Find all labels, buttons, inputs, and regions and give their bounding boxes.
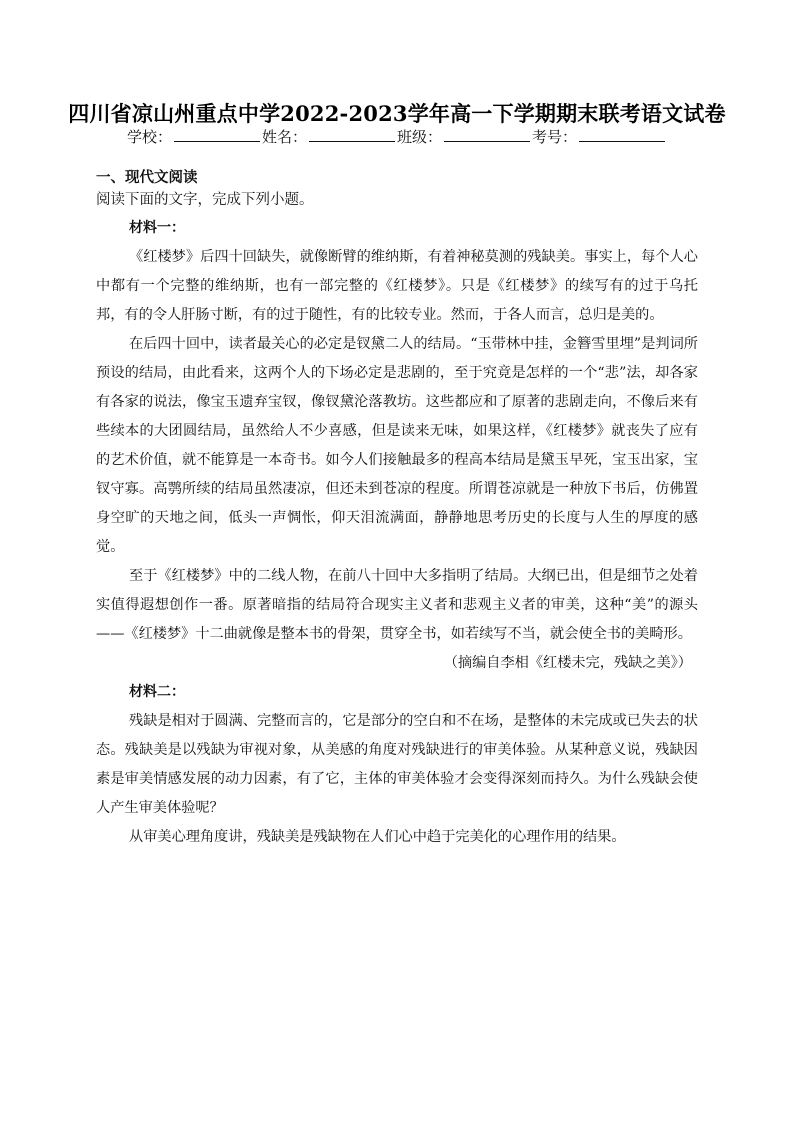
material-two-paragraph-2: 从审美心理角度讲，残缺美是残缺物在人们心中趋于完美化的心理作用的结果。	[129, 829, 626, 845]
name-blank	[309, 127, 395, 142]
section-heading: 一、现代文阅读	[96, 170, 198, 186]
school-blank	[174, 127, 260, 142]
material-one-paragraph-3: 至于《红楼梦》中的二线人物，在前八十回中大多指明了结局。大纲已出，但是细节之处着实值得遐想创作一番。原著暗指的结局符合现实主义者和悲观主义者的审美，这种“美”的源头——《红楼梦》十二曲就像是整本书的骨架，贯穿全书，如若续写不当，就会使全书的美畸形。	[96, 568, 698, 642]
reading-passage	[96, 214, 698, 852]
class-label: 班级：	[397, 128, 443, 146]
material-one-paragraph-2: 在后四十回中，读者最关心的必定是钗黛二人的结局。“玉带林中挂，金簪雪里埋”是判词所预设的结局，由此看来，这两个人的下场必定是悲剧的，至于究竟是怎样的一个“悲”法，却各家有各家的说法，像宝玉遗弃宝钗，像钗黛沦落教坊。这些都应和了原著的悲剧走向，不像后来有些续本的大团圆结局，虽然给人不少喜感，但是读来无味，如果这样，《红楼梦》就丧失了应有的艺术价值，就不能算是一本奇书。如今人们接触最多的程高本结局是黛玉早死，宝玉出家，宝钗守寡。高鹗所续的结局虽然凄凉，但还未到苍凉的程度。所谓苍凉就是一种放下书后，仿佛置身空旷的天地之间，低头一声惆怅，仰天泪流满面，静静地思考历史的长度与人生的厚度的感觉。	[96, 336, 698, 555]
school-label: 学校：	[126, 128, 172, 146]
material-two-paragraph-1: 残缺是相对于圆满、完整而言的，它是部分的空白和不在场，是整体的未完成或已失去的状态。残缺美是以残缺为审视对象，从美感的角度对残缺进行的审美体验。从某种意义说，残缺因素是审美情感发展的动力因素，有了它，主体的审美体验才会变得深刻而持久。为什么残缺会使人产生审美体验呢？	[96, 713, 698, 816]
material-two-title: 材料二：	[129, 684, 185, 700]
exam-number-label: 考号：	[532, 128, 578, 146]
material-one-paragraph-1: 《红楼梦》后四十回缺失，就像断臂的维纳斯，有着神秘莫测的残缺美。事实上，每个人心中都有一个完整的维纳斯，也有一部完整的《红楼梦》。只是《红楼梦》的续写有的过于乌托邦，有的令人肝肠寸断，有的过于随性，有的比较专业。然而，于各人而言，总归是美的。	[96, 249, 698, 323]
section-instruction: 阅读下面的文字，完成下列小题。	[96, 192, 314, 208]
exam-number-blank	[579, 127, 665, 142]
student-info-row	[0, 126, 794, 147]
class-blank	[444, 127, 530, 142]
material-one-title: 材料一：	[129, 220, 185, 236]
material-one-source: （摘编自李相《红楼未完，残缺之美》）	[443, 655, 692, 671]
name-label: 姓名：	[261, 128, 307, 146]
exam-title: 四川省凉山州重点中学2022-2023学年高一下学期期末联考语文试卷	[68, 101, 726, 126]
